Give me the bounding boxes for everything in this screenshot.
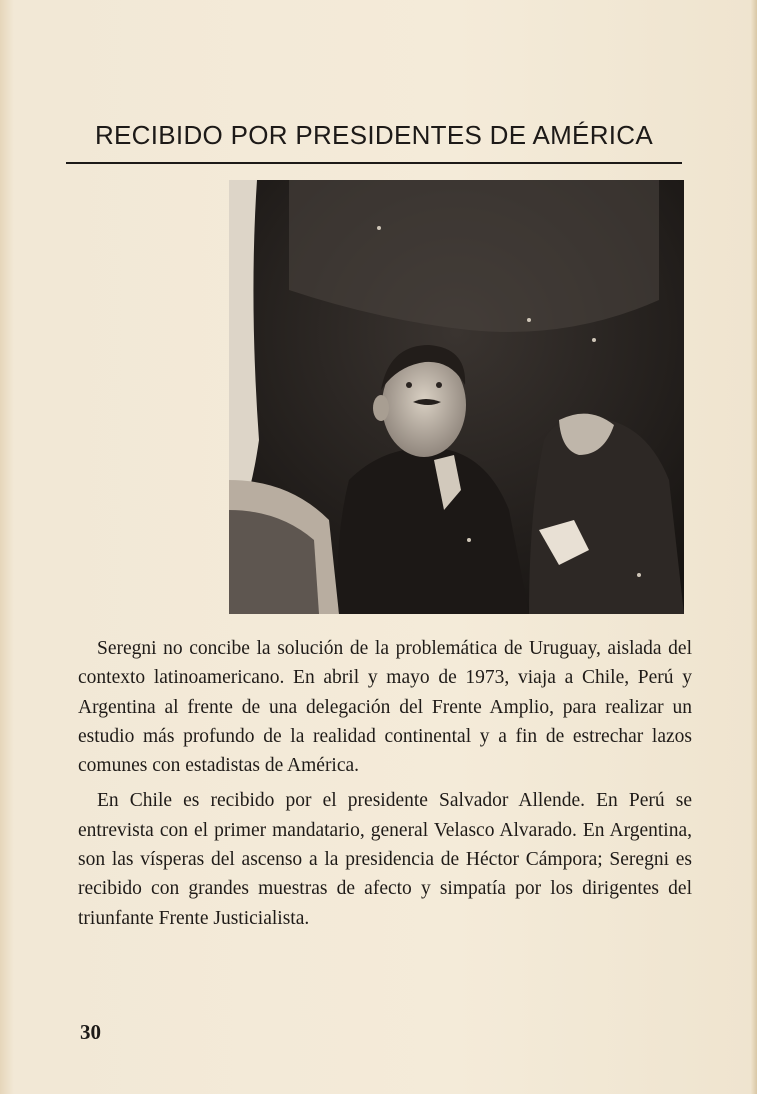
- photograph-image: [229, 180, 684, 614]
- body-text: [78, 634, 692, 933]
- page-number: 30: [80, 1020, 101, 1044]
- page-edge: [751, 0, 757, 1094]
- heading-divider: [66, 162, 682, 164]
- chapter-heading: RECIBIDO POR PRESIDENTES DE AMÉRICA: [94, 120, 654, 150]
- paragraph-2: En Chile es recibido por el presidente Salvador Allende. En Perú se entrevista con el primer mandatario, general Velasco Alvarado. En Argentina, son las vísperas del ascenso a la presidencia de Héctor Cámpora; Seregni es recibido con grandes muestras de afecto y simpatía por los dirigentes del triunfante Frente Justicialista.: [78, 790, 692, 929]
- paragraph-1: Seregni no concibe la solución de la problemática de Uruguay, aislada del contexto latinoamericano. En abril y mayo de 1973, viaja a Chile, Perú y Argentina al frente de una delegación del Frente Amplio, para realizar un estudio más profundo de la realidad continental y a fin de estrechar lazos comunes con estadistas de América.: [78, 638, 692, 777]
- photograph: [229, 180, 684, 614]
